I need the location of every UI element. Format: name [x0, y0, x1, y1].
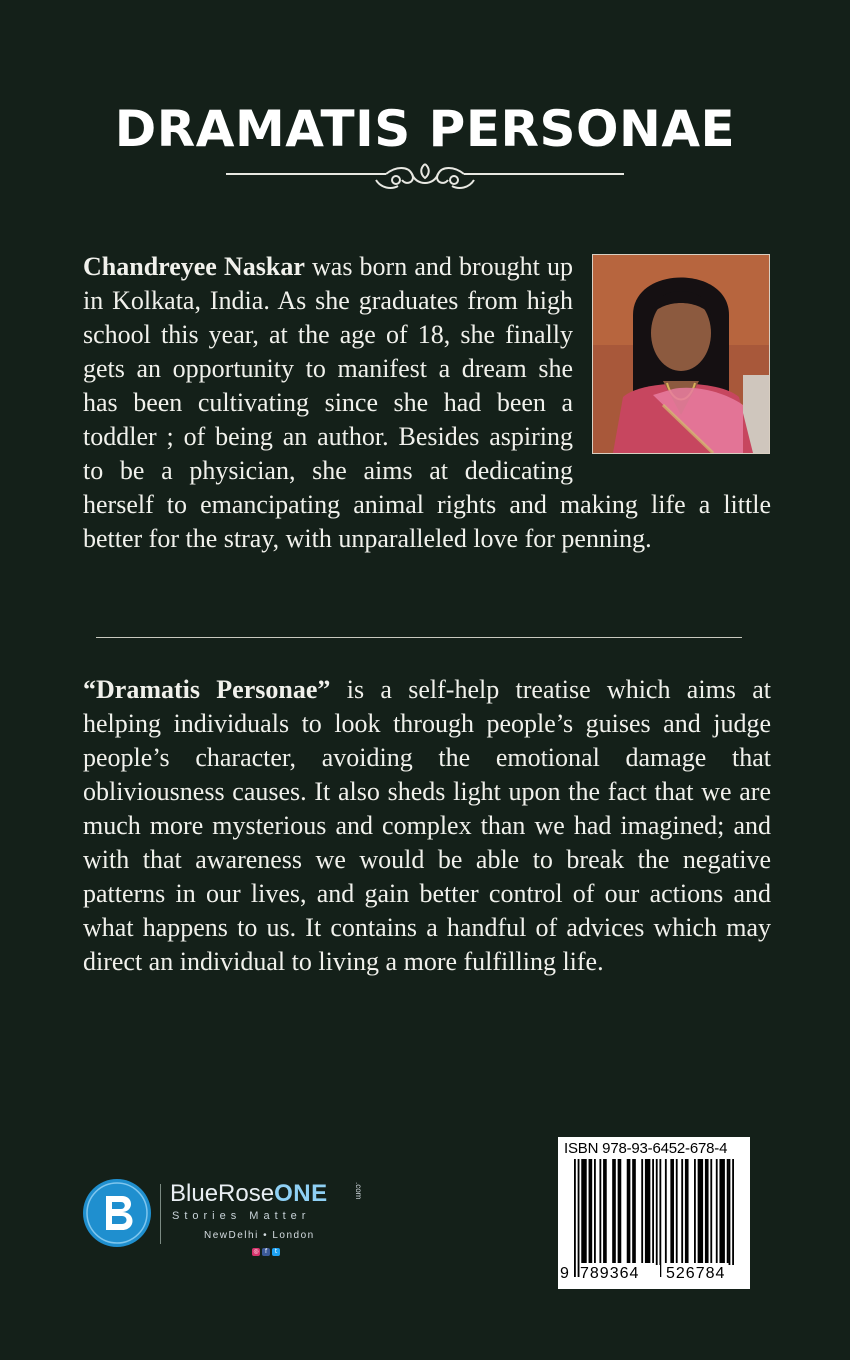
barcode-bar — [618, 1159, 622, 1263]
facebook-icon: f — [262, 1248, 270, 1256]
barcode-bar — [656, 1159, 658, 1277]
isbn-barcode — [558, 1137, 750, 1289]
barcode-bar — [627, 1159, 631, 1263]
ean-first-digit: 9 — [560, 1265, 574, 1283]
barcode-bar — [670, 1159, 674, 1263]
barcode-bar — [652, 1159, 654, 1263]
barcode-bar — [681, 1159, 683, 1263]
logo-separator — [160, 1184, 161, 1244]
barcode-bar — [705, 1159, 709, 1263]
barcode-bar — [676, 1159, 678, 1263]
publisher-logo — [82, 1178, 382, 1278]
ornament-divider — [226, 158, 624, 198]
barcode-bar — [710, 1159, 712, 1263]
barcode-bar — [727, 1159, 729, 1263]
barcode-bar — [659, 1159, 661, 1277]
author-bio — [83, 250, 771, 556]
barcode-bar — [603, 1159, 607, 1263]
barcode-bar — [732, 1159, 734, 1277]
barcode-bars — [564, 1159, 744, 1279]
ean-right-group: 526784 — [666, 1265, 746, 1283]
twitter-icon: t — [272, 1248, 280, 1256]
brand-name-part2: ONE — [274, 1180, 328, 1207]
barcode-bar — [729, 1159, 731, 1277]
instagram-icon: ◎ — [253, 1248, 259, 1255]
barcode-bar — [645, 1159, 650, 1263]
barcode-bar — [698, 1159, 703, 1263]
barcode-bar — [716, 1159, 718, 1263]
barcode-bar — [632, 1159, 636, 1263]
brand-name-part1: BlueRose — [170, 1180, 275, 1207]
barcode-bar — [594, 1159, 596, 1263]
social-icons — [252, 1248, 280, 1258]
book-blurb-text: is a self-help treatise which aims at helping individuals to look through people’s guises and judge people’s character, avoiding the emotional damage that obliviousness causes. It also sheds light upon the fact that we are much more mysterious and complex than we had imagined; and with that awareness we would be able to break the negative patterns in our lives, and gain better control of our actions and what happens to us. It contains a handful of advices which may direct an individual to living a more fulfilling life. — [83, 675, 771, 976]
publisher-cities: NewDelhi • London — [204, 1230, 315, 1241]
barcode-bar — [589, 1159, 593, 1263]
barcode-bar — [719, 1159, 724, 1263]
ean-left-group: 789364 — [580, 1265, 660, 1283]
bluerose-logo-icon — [82, 1178, 152, 1248]
book-title-quoted: “Dramatis Personae” — [83, 675, 331, 704]
barcode-bar — [581, 1159, 586, 1263]
author-name: Chandreyee Naskar — [83, 252, 305, 281]
author-bio-text: was born and brought up in Kolkata, India. As she graduates from high school this year, at the age of 18, she finally gets an opportunity to manifest a dream she has been cultivating since she had been a toddler ; of being an author. Besides aspiring to be a physician, she aims at dedicating herself to emancipating animal rights and making life a little better for the stray, with unparalleled love for penning. — [83, 252, 771, 553]
publisher-brand — [170, 1180, 328, 1208]
barcode-bar — [574, 1159, 576, 1277]
barcode-bar — [641, 1159, 643, 1263]
barcode-bar — [665, 1159, 667, 1263]
barcode-bar — [612, 1159, 616, 1263]
publisher-tagline: Stories Matter — [172, 1210, 311, 1222]
barcode-bar — [694, 1159, 696, 1263]
barcode-bar — [599, 1159, 601, 1263]
isbn-label: ISBN 978-93-6452-678-4 — [564, 1140, 728, 1157]
brand-domain-suffix: .com — [354, 1182, 363, 1200]
book-blurb — [83, 673, 771, 979]
ean-digits — [560, 1265, 748, 1283]
barcode-bar — [685, 1159, 689, 1263]
cover-title: DRAMATIS PERSONAE — [114, 100, 736, 158]
section-divider — [96, 637, 742, 638]
barcode-bar — [578, 1159, 580, 1277]
